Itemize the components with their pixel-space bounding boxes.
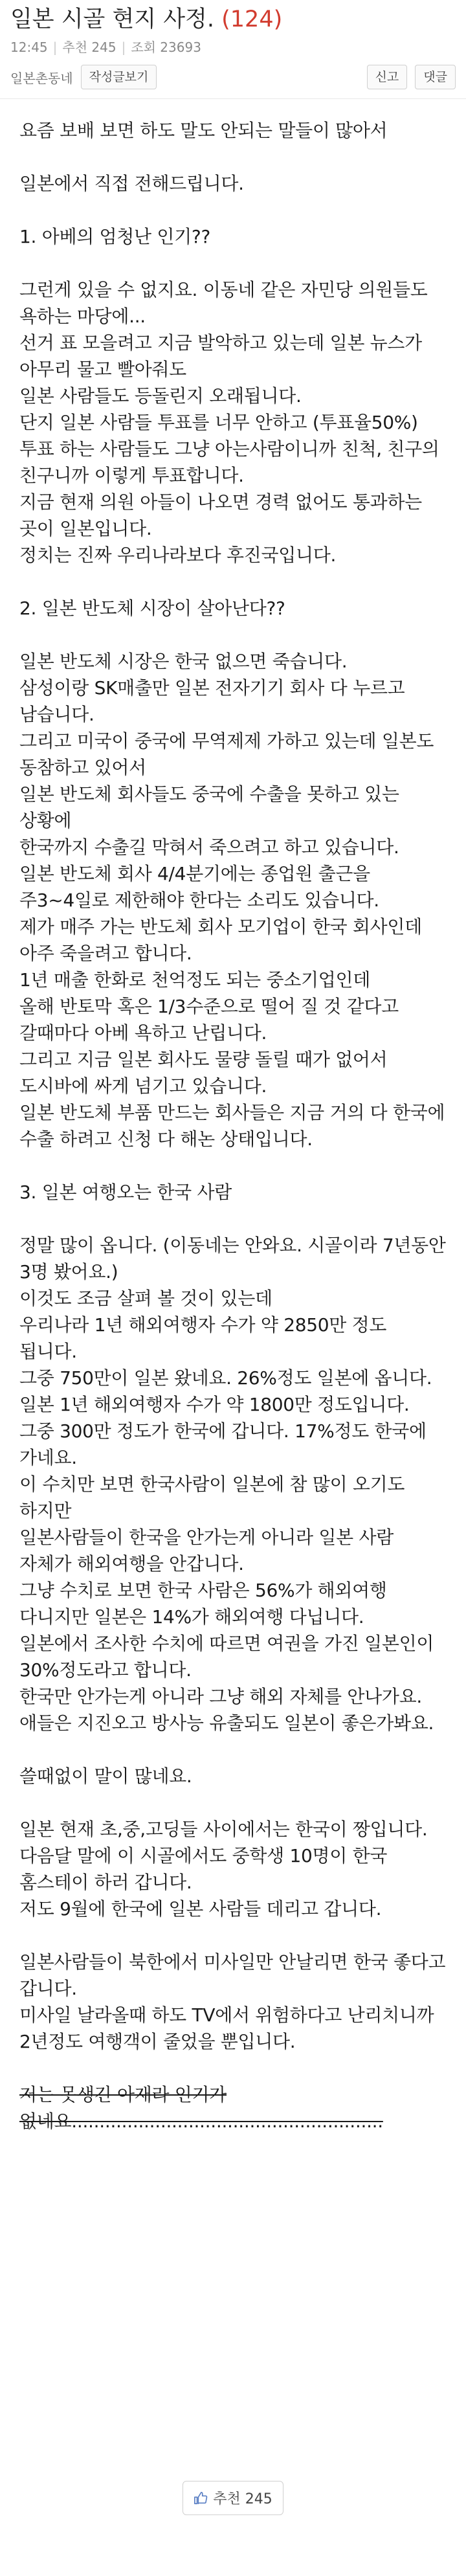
paragraph: 이 수치만 보면 한국사람이 일본에 참 많이 오기도 하지만 (19, 1473, 405, 1521)
paragraph: 일본 1년 해외여행자 수가 약 1800만 정도입니다. (19, 1394, 410, 1415)
paragraph-gap (19, 144, 447, 170)
paragraph-gap (19, 250, 447, 276)
paragraph: 2. 일본 반도체 시장이 살아난다?? (19, 598, 285, 619)
paragraph: 일본에서 직접 전해드립니다. (19, 173, 244, 194)
paragraph: 그중 300만 정도가 한국에 갑니다. 17%정도 한국에 가네요. (19, 1420, 427, 1468)
paragraph: 정말 많이 옵니다. (이동네는 안와요. 시골이라 7년동안 3명 봤어요.) (19, 1235, 446, 1282)
paragraph: 요즘 보배 보면 하도 말도 안되는 말들이 많아서 (19, 120, 388, 141)
paragraph: 저도 9월에 한국에 일본 사람들 데리고 갑니다. (19, 1898, 382, 1920)
paragraph-gap (19, 197, 447, 223)
report-button[interactable]: 신고 (367, 65, 408, 89)
paragraph-gap (19, 1205, 447, 1232)
paragraph-gap (19, 1789, 447, 1816)
paragraph: 삼성이랑 SK매출만 일본 전자기기 회사 다 누르고 남습니다. (19, 677, 405, 725)
paragraph: 1. 아베의 엄청난 인기?? (19, 226, 211, 247)
paragraph-gap (19, 568, 447, 595)
paragraph: 정치는 진짜 우리나라보다 후진국입니다. (19, 544, 337, 566)
recommend-button[interactable] (183, 2481, 283, 2515)
paragraph: 올해 반토막 혹은 1/3수준으로 떨어 질 것 같다고 (19, 996, 399, 1017)
paragraph: 1년 매출 한화로 천억정도 되는 중소기업인데 (19, 969, 370, 991)
paragraph: 제가 매주 가는 반도체 회사 모기업이 한국 회사인데 아주 죽을려고 합니다. (19, 916, 422, 964)
paragraph: 단지 일본 사람들 투표를 너무 안하고 (투표율50%) 투표 하는 사람들도 그냥 아는사람이니까 친척, 친구의 친구니까 이렇게 투표합니다. (19, 412, 439, 486)
paragraph: 일본 반도체 시장은 한국 없으면 죽습니다. (19, 651, 348, 672)
post-meta: 12:45 | 추천 245 | 조회 23693 (10, 39, 201, 55)
paragraph: 그런게 있을 수 없지요. 이동네 같은 자민당 의원들도 욕하는 마당에... (19, 279, 428, 327)
post-time: 12:45 (10, 39, 48, 55)
paragraph: 일본에서 조사한 수치에 따르면 여권을 가진 일본인이 30%정도라고 합니다. (19, 1633, 434, 1681)
paragraph-gap (19, 1736, 447, 1763)
paragraph: 일본 현재 초,중,고딩들 사이에서는 한국이 짱입니다. 다음달 말에 이 시골에서도 중학생 10명이 한국 홈스테이 하러 갑니다. (19, 1819, 428, 1893)
paragraph: 그냥 수치로 보면 한국 사람은 56%가 해외여행 다니지만 일본은 14%가 해외여행 다닙니다. (19, 1580, 387, 1628)
comment-count[interactable]: (124) (221, 6, 283, 32)
paragraph-gap (19, 2055, 447, 2081)
post-title-line (10, 5, 456, 34)
paragraph: 일본 반도체 회사들도 중국에 수출을 못하고 있는 상황에 (19, 783, 399, 831)
paragraph: 일본사람들이 북한에서 미사일만 안날리면 한국 좋다고 갑니다. (19, 1951, 446, 1999)
thumbs-up-icon (194, 2491, 208, 2505)
view-count: 조회 23693 (131, 39, 201, 55)
paragraph: 그리고 지금 일본 회사도 물량 돌릴 때가 없어서 도시바에 싸게 넘기고 있습니다. (19, 1049, 388, 1097)
author-posts-button[interactable]: 작성글보기 (81, 65, 157, 89)
paragraph-gap (19, 1922, 447, 1949)
paragraph: 쓸때없이 말이 많네요. (19, 1765, 192, 1787)
paragraph: 일본 사람들도 등돌린지 오래됩니다. (19, 385, 302, 407)
paragraph: 한국만 안가는게 아니라 그냥 해외 자체를 안나가요. 애들은 지진오고 방사능 유출되도 일본이 좋은가봐요. (19, 1686, 434, 1734)
recommend-count: 추천 245 (62, 39, 116, 55)
post-title: 일본 시골 현지 사정. (10, 6, 214, 32)
post-body (0, 99, 466, 2134)
paragraph: 우리나라 1년 해외여행자 수가 약 2850만 정도 됩니다. (19, 1314, 387, 1362)
recommend-button-label: 추천 245 (213, 2491, 272, 2507)
paragraph: 선거 표 모을려고 지금 발악하고 있는데 일본 뉴스가 아무리 물고 빨아줘도 (19, 332, 422, 380)
paragraph: 일본 반도체 부품 만드는 회사들은 지금 거의 다 한국에 수출 하려고 신청 다 해논 상태입니다. (19, 1102, 445, 1150)
paragraph: 3. 일본 여행오는 한국 사람 (19, 1182, 232, 1203)
post-toolbar (0, 57, 466, 99)
post-header (0, 0, 466, 57)
paragraph: 그중 750만이 일본 왔네요. 26%정도 일본에 옵니다. (19, 1367, 432, 1389)
paragraph-gap (19, 622, 447, 648)
author-name[interactable]: 일본촌동네 (10, 70, 73, 86)
paragraph: 지금 현재 의원 아들이 나오면 경력 없어도 통과하는 곳이 일본입니다. (19, 491, 422, 539)
paragraph: 그리고 미국이 중국에 무역제제 가하고 있는데 일본도 동참하고 있어서 (19, 730, 434, 778)
paragraph: 일본 반도체 회사 4/4분기에는 종업원 출근을 주3~4일로 제한해야 한다는 소리도 있습니다. (19, 863, 379, 911)
paragraph-gap (19, 1152, 447, 1179)
paragraph: 일본사람들이 한국을 안가는게 아니라 일본 사람 자체가 해외여행을 안갑니다. (19, 1527, 394, 1574)
closing-strikethrough-text: 저는 못생긴 아재라 인기가 없네요........................................................ (19, 2084, 383, 2132)
paragraph: 미사일 날라올때 하도 TV에서 위험하다고 난리치니까 2년정도 여행객이 줄었을 뿐입니다. (19, 2004, 434, 2052)
paragraph: 이것도 조금 살펴 볼 것이 있는데 (19, 1288, 272, 1309)
paragraph: 한국까지 수출길 막혀서 죽으려고 하고 있습니다. (19, 836, 399, 858)
paragraph: 갈때마다 아베 욕하고 난립니다. (19, 1022, 267, 1044)
comment-button[interactable]: 댓글 (415, 65, 456, 89)
